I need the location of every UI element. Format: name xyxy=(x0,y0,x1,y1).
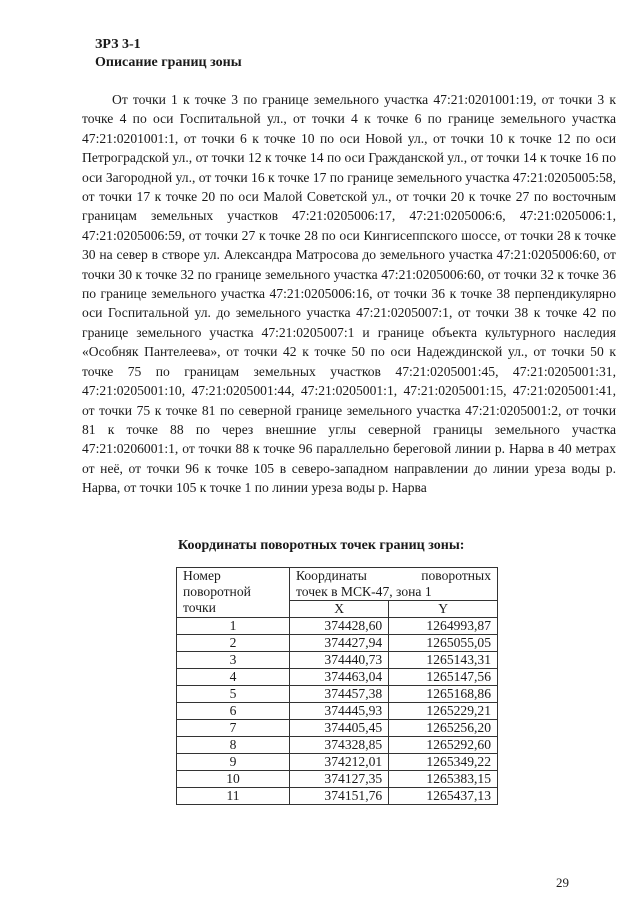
header-coordinates-word1: Координаты xyxy=(296,568,367,583)
point-number-cell: 10 xyxy=(177,771,290,788)
x-coordinate-cell: 374427,94 xyxy=(290,635,389,652)
y-coordinate-cell: 1265143,31 xyxy=(389,652,498,669)
y-coordinate-cell: 1265256,20 xyxy=(389,720,498,737)
header-coordinates xyxy=(290,568,498,601)
page-number: 29 xyxy=(556,875,569,890)
boundary-description: От точки 1 к точке 3 по границе земельного участка 47:21:0201001:19, от точки 3 к точке 4 по оси Госпитальной ул., от точки 4 к точке 6 по границе земельного участка 47:21:0201001:1, от точки 6 к точке 10 по оси Новой ул., от точки 10 к точке 12 по оси Петроградской ул., от точки 12 к точке 14 по оси Гражданской ул., от точки 14 к точке 16 по оси Загородной ул., от точки 16 к точке 17 по границе земельного участка 47:21:0205005:58, от точки 17 к точке 20 по оси Малой Советской ул., от точки 20 к точке 27 по восточным границам земельных участков 47:21:0205006:17, 47:21:0205006:6, 47:21:0205006:1, 47:21:0205006:59, от точки 27 к точке 28 по оси Кингисеппского шоссе, от точки 28 к точке 30 на север в створе ул. Александра Матросова до земельного участка 47:21:0205006:60, от точки 30 к точке 32 по границе земельного участка 47:21:0205006:60, от точки 32 к точке 36 по границе земельного участка 47:21:0205006:16, от точки 36 к точке 38 перпендикулярно оси Госпитальной ул. до земельного участка 47:21:0205007:1, от точки 38 к точке 42 по границе земельного участка 47:21:0205007:1 и границе объекта культурного наследия «Особняк Пантелеева», от точки 42 к точке 50 по оси Надеждинской ул., от точки 50 к точке 75 по границам земельных участков 47:21:0205001:45, 47:21:0205001:31, 47:21:0205001:10, 47:21:0205001:44, 47:21:0205001:1, 47:21:0205001:15, 47:21:0205001:41, от точки 75 к точке 81 по северной границе земельного участка 47:21:0205001:2, от точки 81 к точке 88 по через внешние углы северной границы земельного участка 47:21:0206001:1, от точки 88 к точке 96 параллельно береговой линии р. Нарва в 40 метрах от неё, от точки 96 к точке 105 в северо-западном направлении до линии уреза воды р. Нарва, от точки 105 к точке 1 по линии уреза воды р. Нарва xyxy=(82,92,616,496)
table-row xyxy=(177,618,498,635)
header-point-number: Номер поворотной точки xyxy=(177,568,290,618)
point-number-cell: 1 xyxy=(177,618,290,635)
x-coordinate-cell: 374151,76 xyxy=(290,788,389,805)
y-coordinate-cell: 1265349,22 xyxy=(389,754,498,771)
zone-code: ЗРЗ 3-1 xyxy=(95,37,141,52)
x-coordinate-cell: 374212,01 xyxy=(290,754,389,771)
point-number-cell: 5 xyxy=(177,686,290,703)
header-coordinates-system: точек в МСК-47, зона 1 xyxy=(296,584,432,599)
y-coordinate-cell: 1265292,60 xyxy=(389,737,498,754)
table-row xyxy=(177,720,498,737)
table-row xyxy=(177,737,498,754)
y-coordinate-cell: 1265383,15 xyxy=(389,771,498,788)
coordinates-table-title: Координаты поворотных точек границ зоны: xyxy=(178,538,465,553)
coordinates-table xyxy=(176,567,498,805)
point-number-cell: 2 xyxy=(177,635,290,652)
table-row xyxy=(177,652,498,669)
x-coordinate-cell: 374440,73 xyxy=(290,652,389,669)
x-coordinate-cell: 374457,38 xyxy=(290,686,389,703)
x-coordinate-cell: 374127,35 xyxy=(290,771,389,788)
point-number-cell: 6 xyxy=(177,703,290,720)
y-coordinate-cell: 1265055,05 xyxy=(389,635,498,652)
table-row xyxy=(177,788,498,805)
table-row xyxy=(177,635,498,652)
y-coordinate-cell: 1265147,56 xyxy=(389,669,498,686)
zone-boundary-heading: Описание границ зоны xyxy=(95,55,242,70)
point-number-cell: 11 xyxy=(177,788,290,805)
point-number-cell: 9 xyxy=(177,754,290,771)
point-number-cell: 4 xyxy=(177,669,290,686)
point-number-cell: 3 xyxy=(177,652,290,669)
table-row xyxy=(177,703,498,720)
table-row xyxy=(177,771,498,788)
x-coordinate-cell: 374328,85 xyxy=(290,737,389,754)
y-coordinate-cell: 1265229,21 xyxy=(389,703,498,720)
y-coordinate-cell: 1265168,86 xyxy=(389,686,498,703)
point-number-cell: 7 xyxy=(177,720,290,737)
point-number-cell: 8 xyxy=(177,737,290,754)
table-row xyxy=(177,754,498,771)
x-coordinate-cell: 374405,45 xyxy=(290,720,389,737)
header-y: Y xyxy=(389,601,498,618)
x-coordinate-cell: 374428,60 xyxy=(290,618,389,635)
header-coordinates-word2: поворотных xyxy=(421,568,491,583)
table-row xyxy=(177,669,498,686)
header-x: X xyxy=(290,601,389,618)
table-row xyxy=(177,686,498,703)
y-coordinate-cell: 1264993,87 xyxy=(389,618,498,635)
table-header-row xyxy=(177,568,498,601)
x-coordinate-cell: 374445,93 xyxy=(290,703,389,720)
x-coordinate-cell: 374463,04 xyxy=(290,669,389,686)
y-coordinate-cell: 1265437,13 xyxy=(389,788,498,805)
